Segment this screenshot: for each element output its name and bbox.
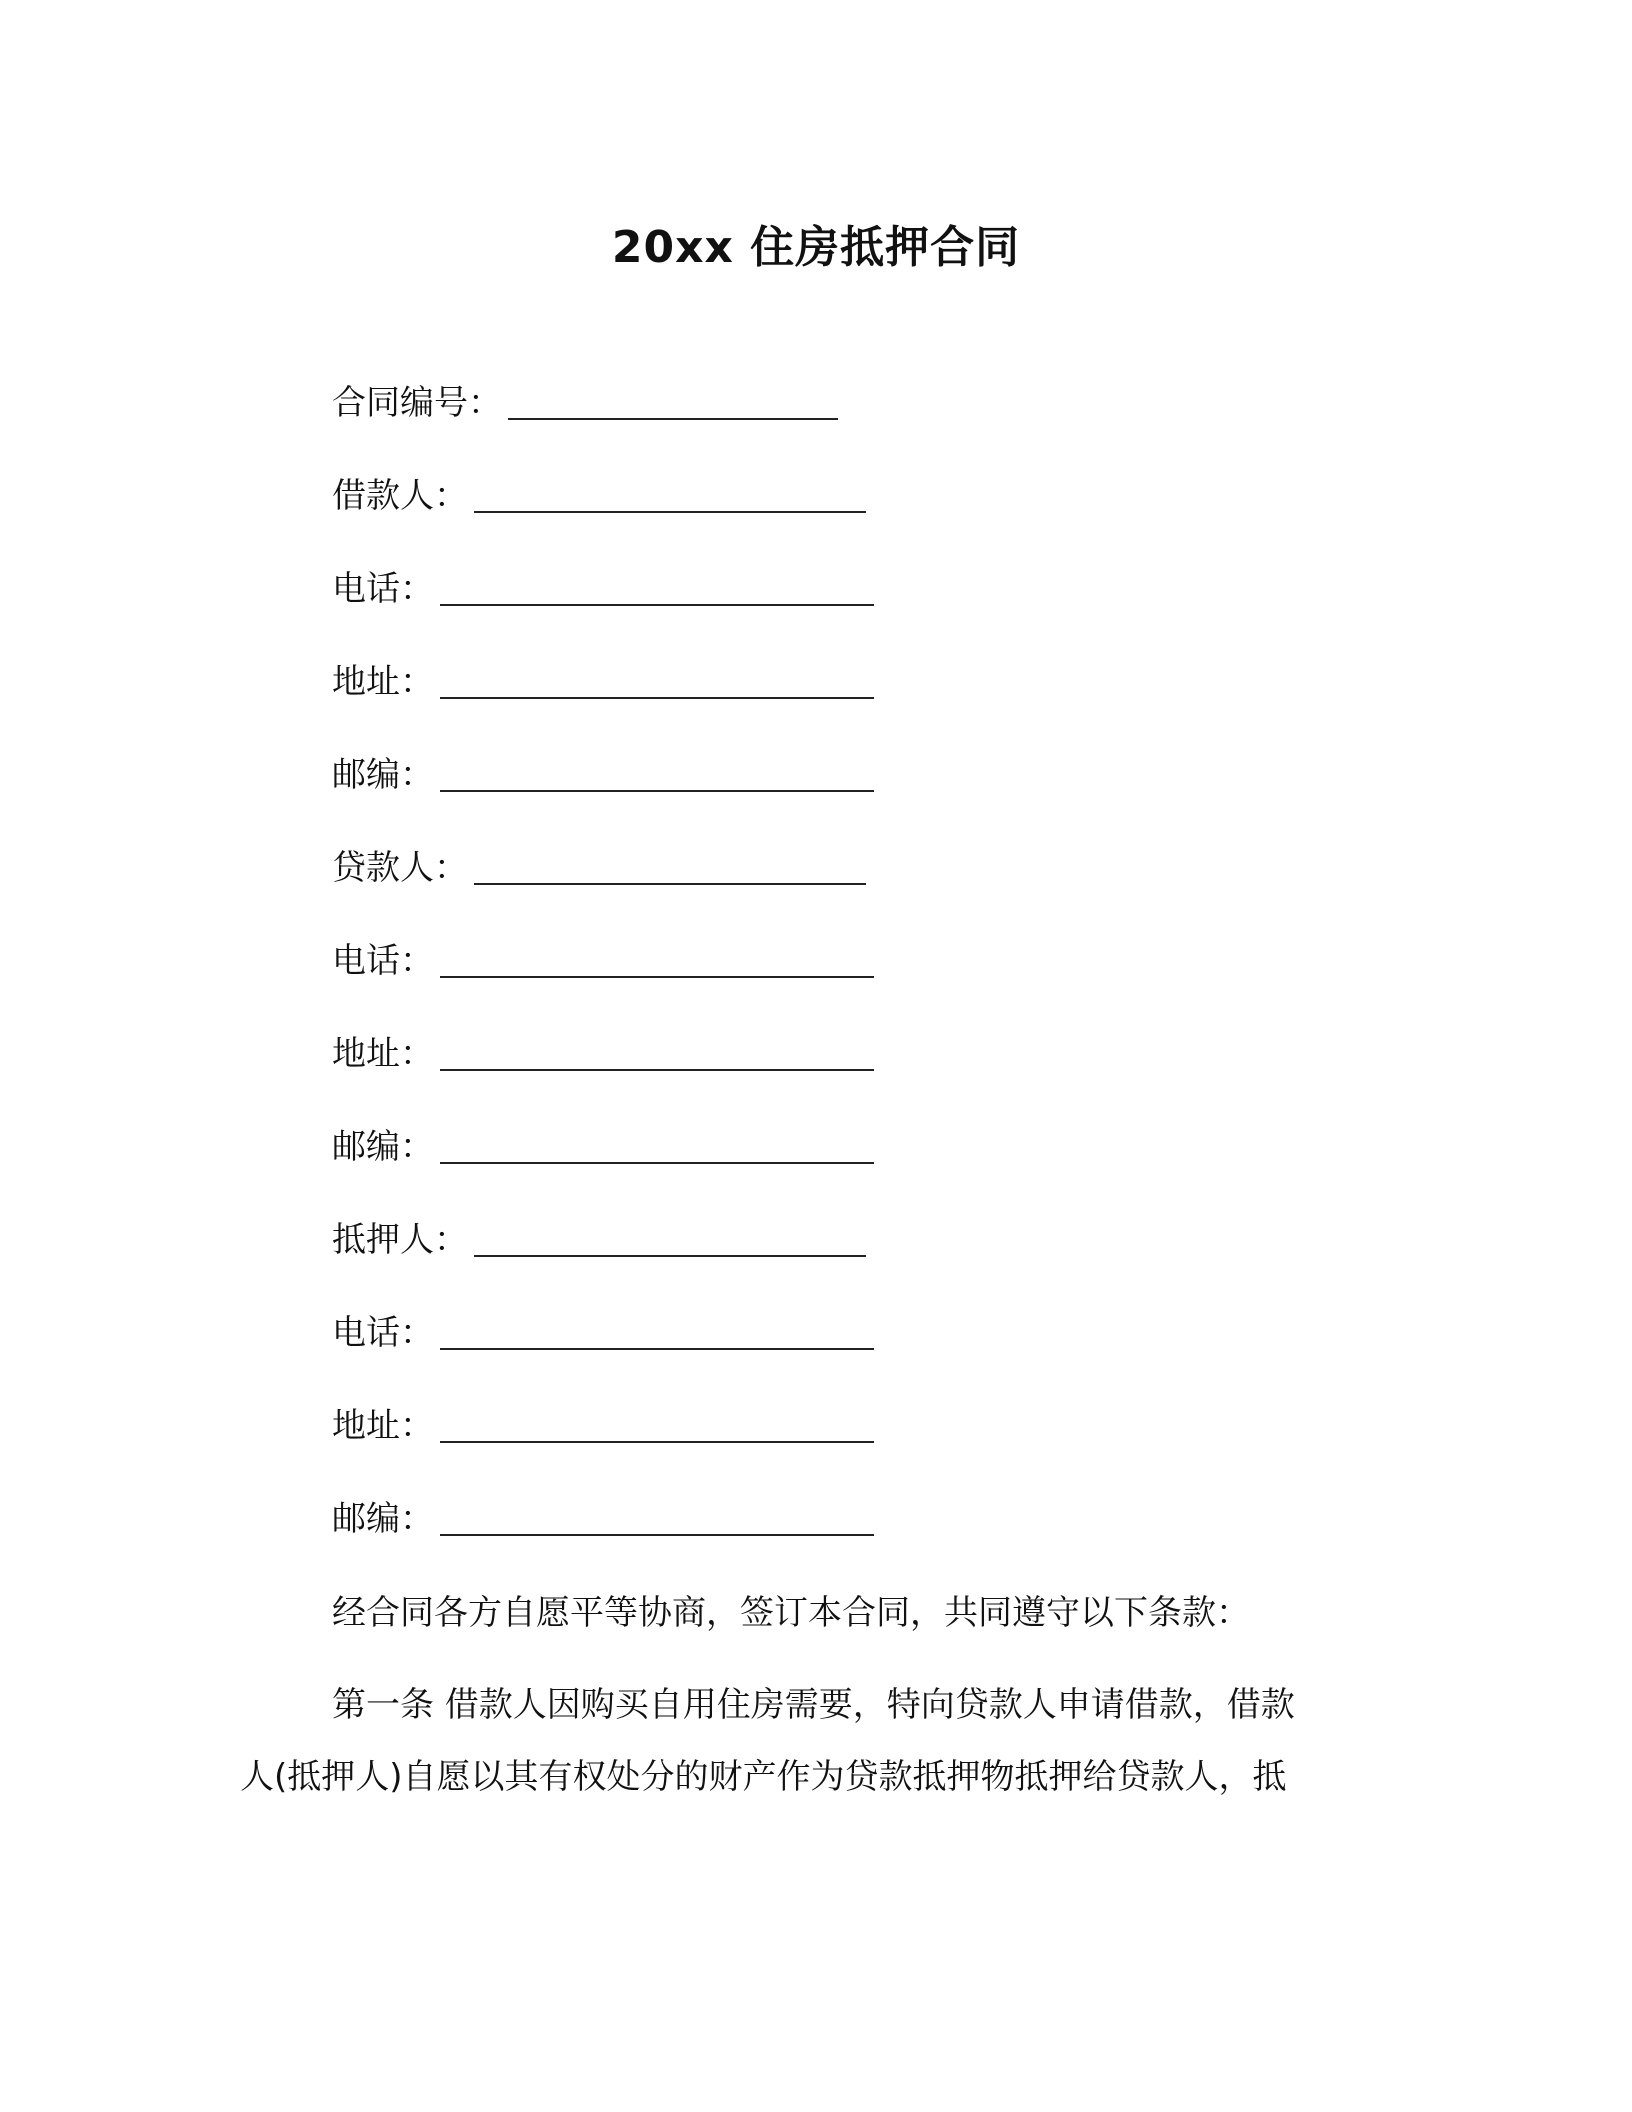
field-label: 电话： bbox=[332, 941, 434, 981]
field-label: 地址： bbox=[332, 1406, 434, 1446]
field-lender bbox=[332, 843, 1332, 936]
field-label: 电话： bbox=[332, 1313, 434, 1353]
blank-line bbox=[440, 946, 874, 978]
intro-paragraph: 经合同各方自愿平等协商，签订本合同，共同遵守以下条款： bbox=[332, 1593, 1250, 1633]
field-label: 借款人： bbox=[332, 476, 468, 516]
field-contract-number bbox=[332, 378, 1332, 471]
field-borrower-phone bbox=[332, 564, 1332, 657]
blank-line bbox=[440, 1039, 874, 1071]
field-label: 邮编： bbox=[332, 755, 434, 795]
field-label: 邮编： bbox=[332, 1127, 434, 1167]
blank-line bbox=[474, 481, 866, 513]
blank-line bbox=[440, 1504, 874, 1536]
field-mortgagor bbox=[332, 1215, 1332, 1308]
blank-line bbox=[440, 574, 874, 606]
field-lender-postcode bbox=[332, 1122, 1332, 1215]
field-label: 抵押人： bbox=[332, 1220, 468, 1260]
field-label: 电话： bbox=[332, 569, 434, 609]
blank-line bbox=[440, 667, 874, 699]
article-1-line-2: 人(抵押人)自愿以其有权处分的财产作为贷款抵押物抵押给贷款人，抵 bbox=[240, 1757, 1287, 1797]
field-borrower-postcode bbox=[332, 750, 1332, 843]
field-label: 邮编： bbox=[332, 1499, 434, 1539]
field-label: 地址： bbox=[332, 1034, 434, 1074]
field-mortgagor-phone bbox=[332, 1308, 1332, 1401]
field-label: 贷款人： bbox=[332, 848, 468, 888]
document-title: 20xx 住房抵押合同 bbox=[611, 222, 1021, 273]
blank-line bbox=[474, 1225, 866, 1257]
blank-line bbox=[440, 760, 874, 792]
blank-line bbox=[440, 1411, 874, 1443]
field-label: 合同编号： bbox=[332, 383, 502, 423]
field-mortgagor-postcode bbox=[332, 1494, 1332, 1587]
party-info-fields bbox=[332, 378, 1332, 1587]
blank-line bbox=[474, 853, 866, 885]
field-mortgagor-address bbox=[332, 1401, 1332, 1494]
field-lender-address bbox=[332, 1029, 1332, 1122]
field-label: 地址： bbox=[332, 662, 434, 702]
field-lender-phone bbox=[332, 936, 1332, 1029]
field-borrower bbox=[332, 471, 1332, 564]
field-borrower-address bbox=[332, 657, 1332, 750]
blank-line bbox=[440, 1132, 874, 1164]
blank-line bbox=[508, 388, 838, 420]
blank-line bbox=[440, 1318, 874, 1350]
article-1-line-1: 第一条 借款人因购买自用住房需要，特向贷款人申请借款，借款 bbox=[332, 1685, 1295, 1725]
